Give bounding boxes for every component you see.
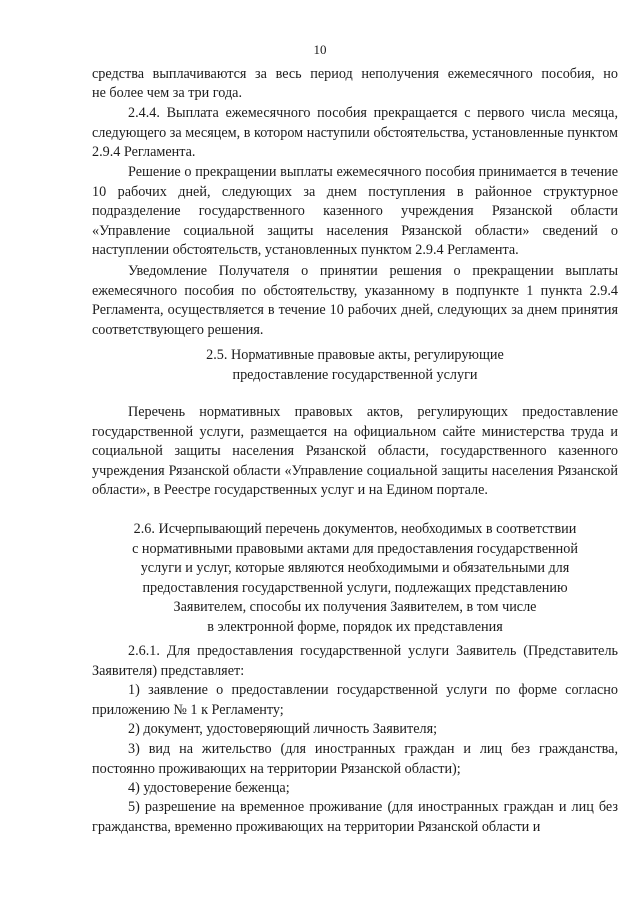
paragraph-decision: Решение о прекращении выплаты ежемесячного пособия принимается в течение 10 рабочих дней, следующих за днем поступления в районное структурное подразделение государственного казенного учреждения Рязанской области «Управление социальной защиты населения Рязанской области» сведений о наступлении обстоятельств, установленных пунктом 2.9.4 Регламента. bbox=[92, 164, 618, 259]
list-item-5: 5) разрешение на временное проживание (для иностранных граждан и лиц без гражданства, временно проживающих на территории Рязанской области и bbox=[92, 799, 618, 835]
heading-line: предоставления государственной услуги, подлежащих представлению bbox=[142, 579, 568, 596]
heading-line: в электронной форме, порядок их представления bbox=[207, 618, 503, 635]
list-item-4: 4) удостоверение беженца; bbox=[128, 780, 290, 796]
heading-line: 2.5. Нормативные правовые акты, регулирующие bbox=[206, 347, 504, 363]
paragraph-continuation-line2: не более чем за три года. bbox=[92, 85, 243, 101]
paragraph-2-6-1: 2.6.1. Для предоставления государственной услуги Заявитель (Представитель Заявителя) представляет: bbox=[92, 643, 618, 679]
section-heading-2-5 bbox=[92, 346, 618, 385]
heading-line: предоставление государственной услуги bbox=[232, 366, 478, 383]
paragraph-2-4-4: 2.4.4. Выплата ежемесячного пособия прекращается с первого числа месяца, следующего за месяцем, в котором наступили обстоятельства, установленные пунктом 2.9.4 Регламента. bbox=[92, 105, 618, 161]
heading-line: с нормативными правовыми актами для предоставления государственной bbox=[132, 540, 578, 557]
page-number: 10 bbox=[313, 42, 327, 57]
heading-line: Заявителем, способы их получения Заявителем, в том числе bbox=[173, 599, 537, 616]
list-item-3: 3) вид на жительство (для иностранных граждан и лиц без гражданства, постоянно проживающих на территории Рязанской области); bbox=[92, 741, 618, 777]
list-item-1: 1) заявление о предоставлении государственной услуги по форме согласно приложению № 1 к Регламенту; bbox=[92, 682, 618, 718]
list-item-2: 2) документ, удостоверяющий личность Заявителя; bbox=[128, 721, 438, 737]
paragraph-continuation-line1: средства выплачиваются за весь период неполучения ежемесячного пособия, но bbox=[92, 66, 618, 82]
heading-line: услуги и услуг, которые являются необходимыми и обязательными для bbox=[140, 560, 570, 577]
paragraph-notification: Уведомление Получателя о принятии решения о прекращении выплаты ежемесячного пособия по обстоятельству, указанному в подпункте 1 пункта 2.9.4 Регламента, осуществляется в течение 10 рабочих дней, следующих за днем принятия соответствующего решения. bbox=[92, 263, 618, 338]
heading-line: 2.6. Исчерпывающий перечень документов, необходимых в соответствии bbox=[133, 521, 577, 537]
paragraph-legal-acts: Перечень нормативных правовых актов, регулирующих предоставление государственной услуги, размещается на официальном сайте министерства труда и социальной защиты населения Рязанской области, государственного казенного учреждения Рязанской области «Управление социальной защиты населения Рязанской области», в Реестре государственных услуг и на Едином порталe. bbox=[92, 404, 618, 499]
section-heading-2-6 bbox=[92, 520, 618, 638]
